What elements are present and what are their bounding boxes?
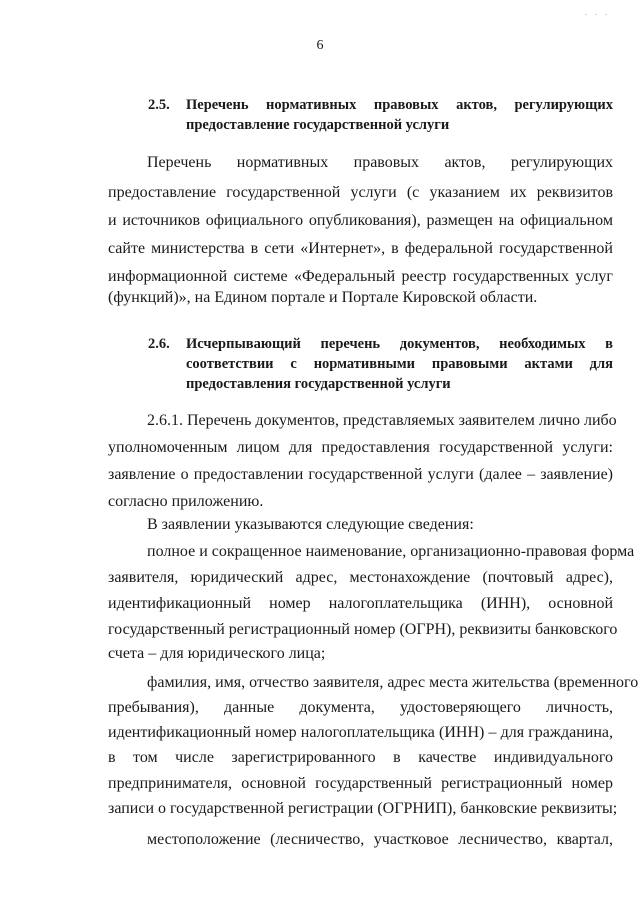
section-2-5-line: Перечень нормативных правовых актов, регулирующих <box>147 154 613 171</box>
individual-line: в том числе зарегистрированного в качестве индивидуального <box>108 749 613 766</box>
section-2-5-line: и источников официального опубликования), размещен на официальном <box>108 212 613 229</box>
individual-line: идентификационный номер налогоплательщика (ИНН) – для гражданина, <box>108 724 613 741</box>
legal-entity-line: государственный регистрационный номер (ОГРН), реквизиты банковского <box>108 621 618 638</box>
individual-line: предпринимателя, основной государственный регистрационный номер <box>108 775 613 792</box>
section-2-5-line: (функций)», на Едином портале и Портале Кировской области. <box>108 289 538 306</box>
section-2-6-heading <box>148 334 613 394</box>
applicant-info-intro: В заявлении указываются следующие сведения: <box>147 516 474 533</box>
section-2-5-line: информационной системе «Федеральный реестр государственных услуг <box>108 268 613 285</box>
section-2-6-1-line: согласно приложению. <box>108 493 264 510</box>
section-2-6-number: 2.6. <box>148 336 170 352</box>
section-2-5-line: сайте министерства в сети «Интернет», в федеральной государственной <box>108 240 613 257</box>
legal-entity-line: заявителя, юридический адрес, местонахождение (почтовый адрес), <box>108 569 613 586</box>
location-line: местоположение (лесничество, участковое лесничество, квартал, <box>147 831 613 848</box>
section-2-5-title: Перечень нормативных правовых актов, регулирующих предоставление государственной услуги <box>186 97 613 133</box>
page-number: 6 <box>316 38 324 53</box>
individual-line: записи о государственной регистрации (ОГРНИП), банковские реквизиты; <box>108 800 618 817</box>
legal-entity-line: идентификационный номер налогоплательщика (ИНН), основной <box>108 595 613 612</box>
section-2-6-title: Исчерпывающий перечень документов, необходимых в соответствии с нормативными правовыми актами для предоставления государственной услуги <box>186 336 613 392</box>
section-2-5-number: 2.5. <box>148 97 170 113</box>
section-2-6-1-line: 2.6.1. Перечень документов, представляемых заявителем лично либо <box>147 412 617 429</box>
section-2-6-1-line: заявление о предоставлении государственной услуги (далее – заявление) <box>108 466 613 483</box>
section-2-6-1-line: уполномоченным лицом для предоставления государственной услуги: <box>108 439 613 456</box>
section-2-5-line: предоставление государственной услуги (с указанием их реквизитов <box>108 184 613 201</box>
legal-entity-line: счета – для юридического лица; <box>108 645 326 662</box>
individual-line: пребывания), данные документа, удостоверяющего личность, <box>108 699 613 716</box>
corner-mark: . . . <box>585 8 610 17</box>
individual-line: фамилия, имя, отчество заявителя, адрес места жительства (временного <box>147 674 639 691</box>
section-2-5-heading <box>148 95 613 135</box>
legal-entity-line: полное и сокращенное наименование, организационно-правовая форма <box>147 543 635 560</box>
